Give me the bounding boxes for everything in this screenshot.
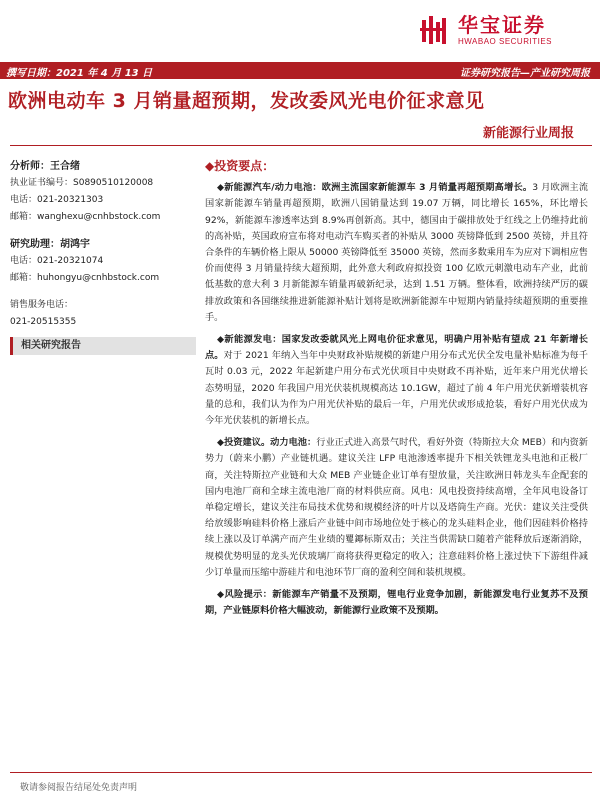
paragraph-body: 3 月欧洲主流国家新能源车销量再超预期，欧洲八国销量达到 19.07 万辆，同比增长 165%，环比增长 92%，新能源车渗透率达到 8.9%再创新高。其中，德国由于碳排放处于红线之上仍维持此前的高补贴，英国政府宣布将对电动汽车购买者的补贴从 3000 英镑降低到 2500 英镑，并且符合条件的车辆价格上限从 50000 英镑降低至 35000 英镑，然而多数乘用车为应对下调相应售价而使得 3 月销量持续大超预期，此外意大利政府拟投资 100 亿欧元刺激电动车产业，此前低基数的意大利 3 月新能源车销量再破新纪录，达到 1.51 万辆。整体看，欧洲持续严厉的碳排放政策和各国继续推进新能源补贴计划将是欧洲新能源车中短期内销量持续超预期的重要推手。 — [205, 182, 589, 323]
assistant-email[interactable]: 邮箱：huhongyu@cnhbstock.com — [10, 273, 160, 283]
brand-name-cn: 华宝证券 — [458, 12, 546, 37]
analyst-sidebar — [10, 158, 196, 355]
paragraph-advice — [205, 435, 588, 581]
paragraph-lead: ◆风险提示：新能源车产销量不及预期，锂电行业竞争加剧，新能源发电行业复苏不及预期，产业链原料价格大幅波动，新能源行业政策不及预期。 — [205, 589, 588, 617]
report-type: 证券研究报告—产业研究周报 — [460, 68, 590, 79]
disclaimer-note: 敬请参阅报告结尾处免责声明 — [20, 783, 138, 793]
paragraph-lead: ◆新能源发电：国家发改委就风光上网电价征求意见，明确户用补贴有望成 21 年新增长点。 — [205, 334, 588, 362]
footer-divider — [10, 772, 592, 773]
brand-logo — [420, 14, 552, 46]
paragraph-lead: ◆投资建议。动力电池： — [217, 437, 317, 449]
paragraph-risk — [205, 587, 588, 619]
analyst-cert: 执业证书编号：S0890510120008 — [10, 178, 154, 188]
sales-phone: 021-20515355 — [10, 317, 77, 327]
report-title: 欧洲电动车 3 月销量超预期，发改委风光电价征求意见 — [8, 90, 485, 112]
related-reports-header: 相关研究报告 — [10, 337, 196, 355]
analyst-name: 分析师：王合绪 — [10, 161, 80, 172]
analyst-email[interactable]: 邮箱：wanghexu@cnhbstock.com — [10, 212, 161, 222]
paragraph-ev — [205, 180, 588, 326]
paragraph-power — [205, 332, 588, 429]
sales-label: 销售服务电话： — [10, 300, 74, 310]
divider — [10, 145, 592, 146]
report-date: 撰写日期：2021 年 4 月 13 日 — [6, 68, 153, 79]
paragraph-body: 对于 2021 年纳入当年中央财政补贴规模的新建户用分布式光伏全发电量补贴标准为每千瓦时 0.03 元，2022 年起新建户用分布式光伏项目中央财政不再补贴，近年来户用光伏增长态势明显，2020 年我国户用光伏装机规模高达 10.1GW，超过了前 4 年户用光伏新增装机容量的总和，我们认为作为户用光伏补贴的最后一年，户用光伏或形成抢装，看好户用光伏成为今年光伏装机的新增长点。 — [205, 350, 588, 427]
brand-name-en: HWABAO SECURITIES — [458, 36, 552, 46]
paragraph-lead: ◆新能源汽车/动力电池：欧洲主流国家新能源车 3 月销量再超预期高增长。 — [217, 182, 533, 194]
assistant-name: 研究助理：胡鸿宇 — [10, 239, 90, 250]
key-points-label: ◆投资要点： — [205, 159, 275, 173]
paragraph-body: 行业正式进入高景气时代，看好外资（特斯拉大众 MEB）和内资新势力（蔚来小鹏）产业链机遇。建议关注 LFP 电池渗透率提升下相关铁锂龙头电池和正极厂商，关注特斯拉产业链和大众 MEB 产业链企业订单有望放量，关注欧洲日韩龙头车企配套的国内电池厂商和全球主流电池厂商的材料供应商。风电：风电投资持续高增，全年风电设备订单稳定增长，建议关注布局技术优势和规模经济的叶片以及塔筒生产商。光伏：建议关注受供给放缓影响硅料价格上涨后产业链中间市场地位处于核心的龙头硅料企业，他们因硅料价格持续上涨以及订单满产而产生业绩的矍鎁标斯双击；关注当供需缺口随着产能释放后逐渐消除，规模优势明显的龙头光伏玻璃厂商将获得更稳定的收入；注意硅料价格上涨过快下下游组件减少订单量而压缩中游硅片和电池环节厂商的盈利空间和装机规模。 — [205, 437, 588, 578]
assistant-phone: 电话：021-20321074 — [10, 256, 104, 266]
brand-logo-icon — [420, 14, 452, 46]
header-bar — [0, 62, 600, 79]
analyst-phone: 电话：021-20321303 — [10, 195, 104, 205]
key-points-section — [205, 158, 588, 625]
report-subtitle: 新能源行业周报 — [482, 126, 574, 141]
